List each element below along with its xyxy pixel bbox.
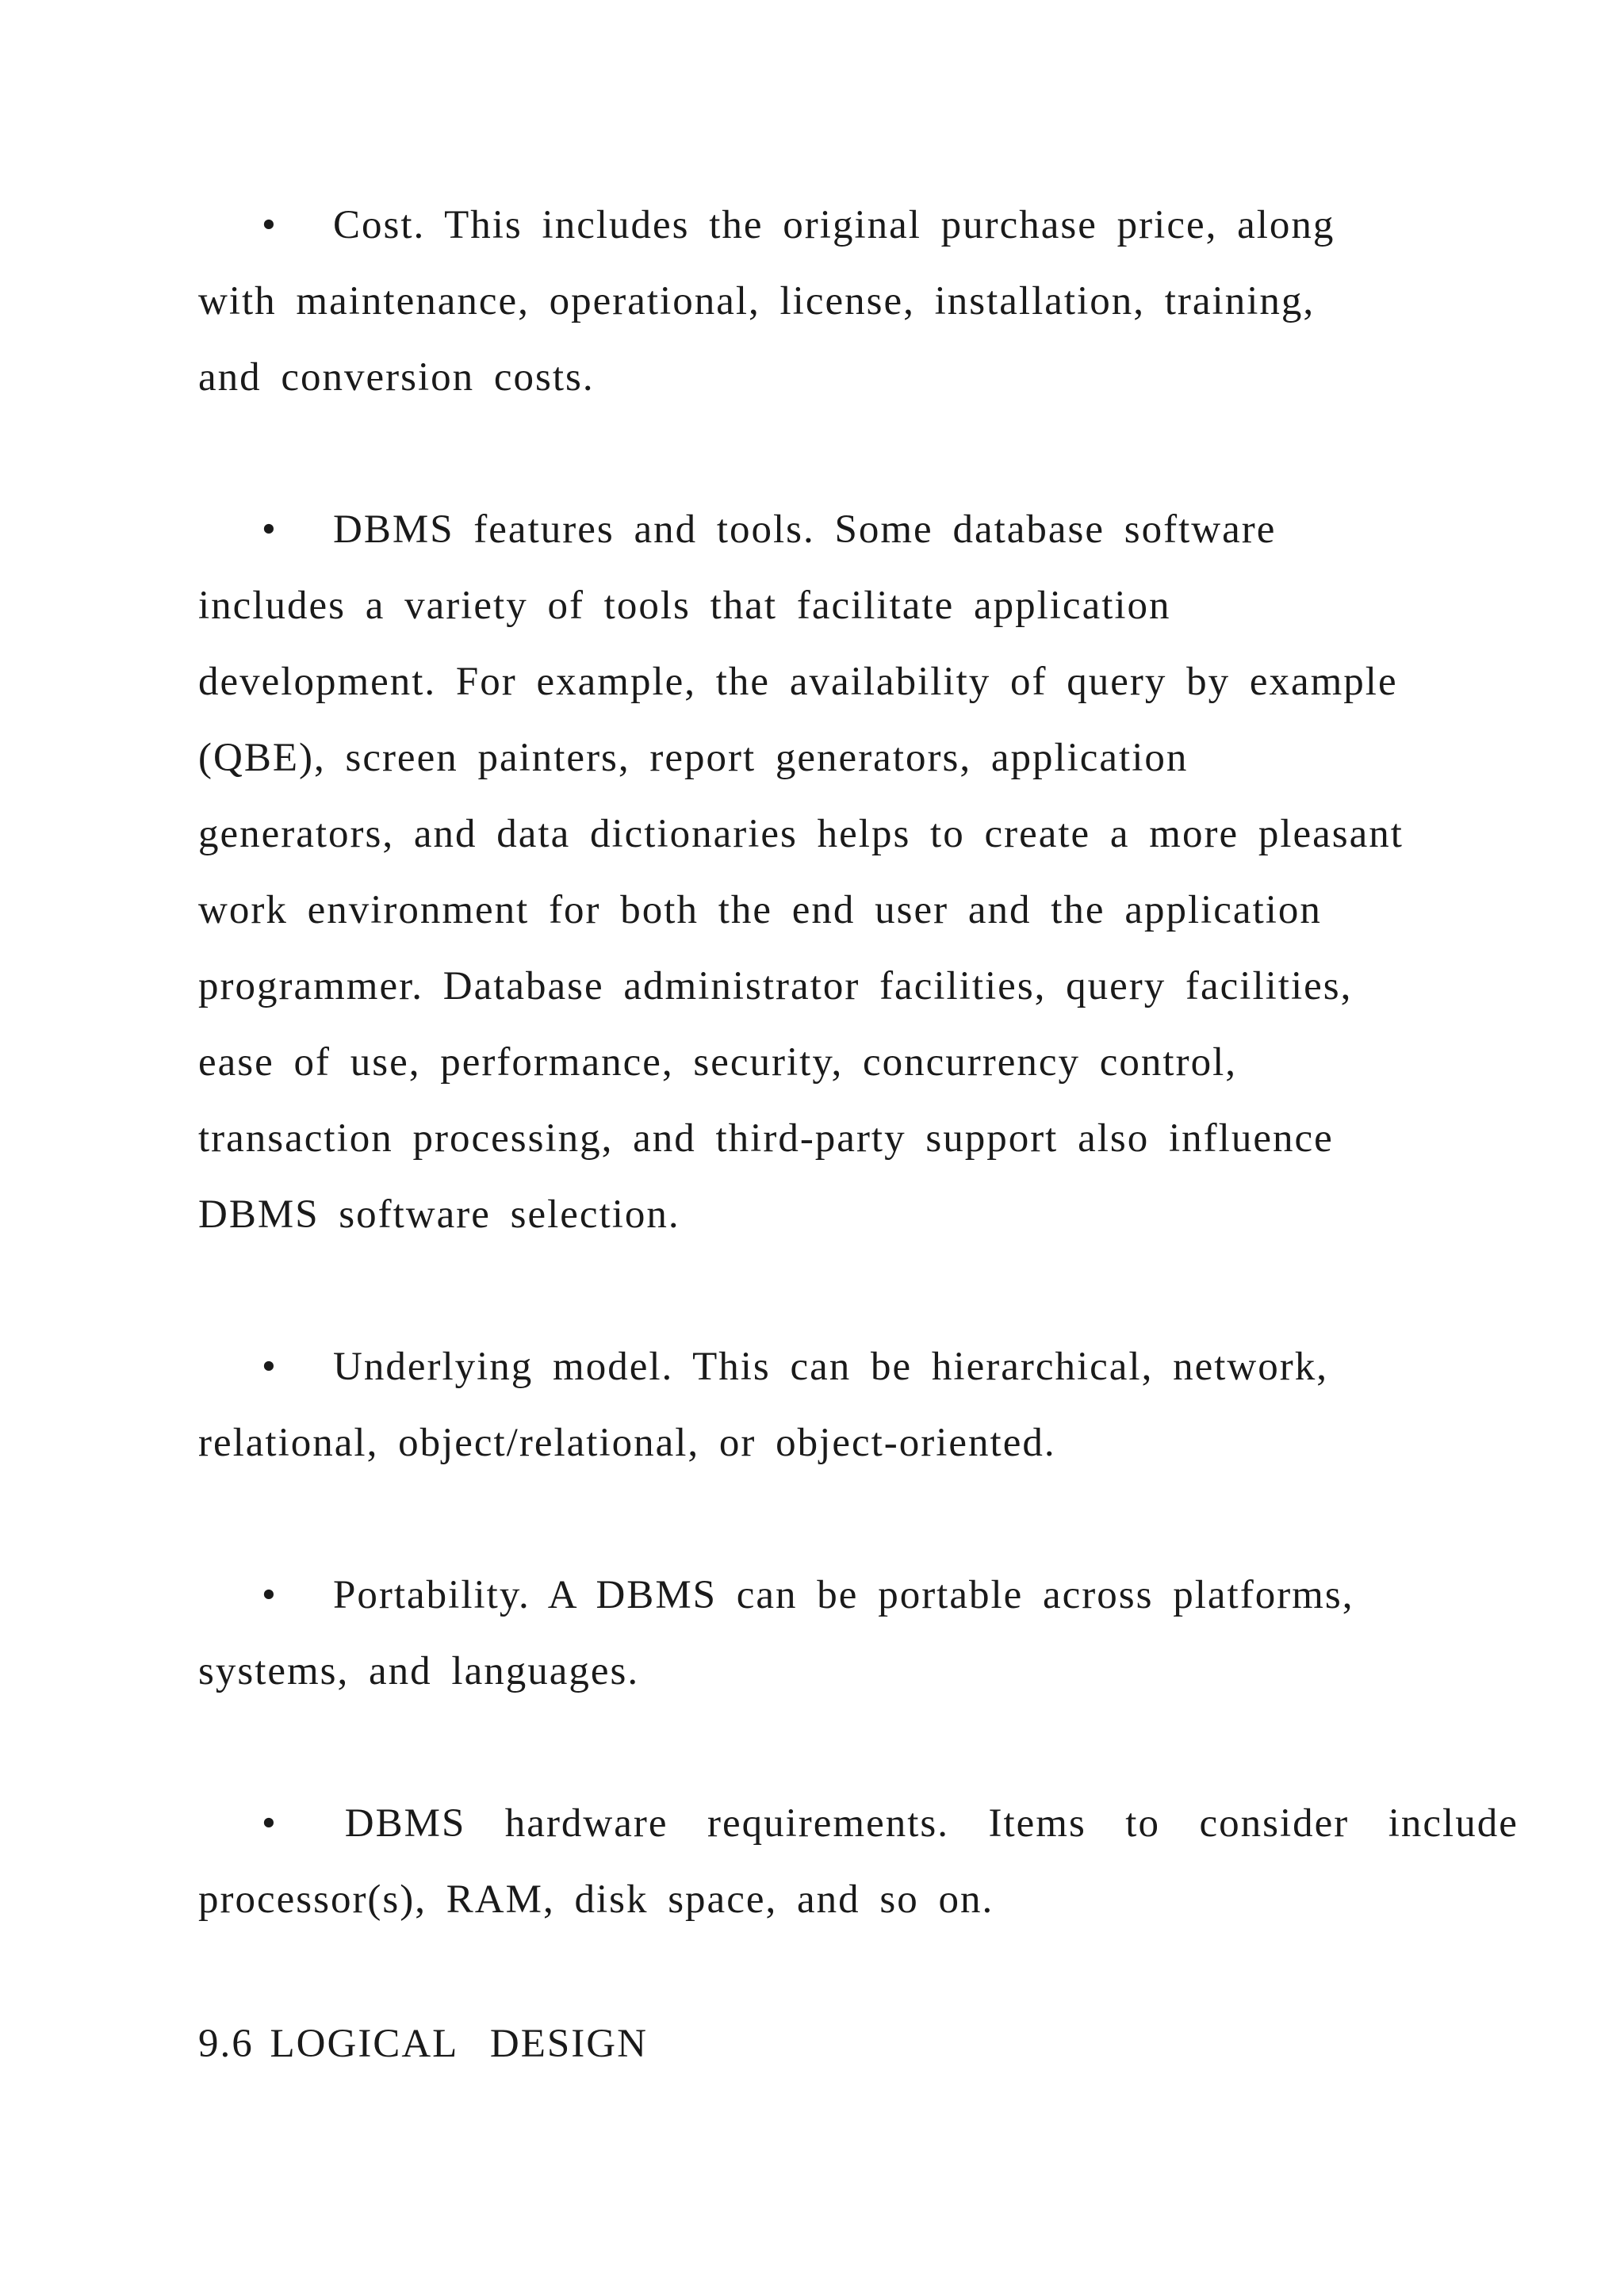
list-item-text: systems, and languages.: [198, 1649, 640, 1693]
list-item-text: DBMS hardware requirements. Items to consider include: [333, 1801, 1519, 1846]
list-item-text: generators, and data dictionaries helps to create a more pleasant: [198, 812, 1404, 856]
bullet-icon: •: [262, 1345, 278, 1389]
list-item-text: programmer. Database administrator facilities, query facilities,: [198, 964, 1353, 1008]
list-item-portability: [198, 1557, 1435, 1709]
list-item-hardware-requirements: [198, 1785, 1519, 1938]
list-item-dbms-features: [198, 492, 1435, 1253]
list-item-text: Portability. A DBMS can be portable across platforms,: [333, 1573, 1354, 1617]
list-item-text: processor(s), RAM, disk space, and so on.: [198, 1877, 994, 1922]
section-heading: 9.6 LOGICAL DESIGN: [198, 2022, 648, 2066]
bullet-icon: •: [262, 507, 278, 552]
list-item-first-line: [198, 187, 1435, 263]
bullet-icon: •: [262, 1801, 278, 1846]
list-item-text: (QBE), screen painters, report generators, application: [198, 736, 1189, 780]
list-item-text: development. For example, the availability of query by example: [198, 660, 1398, 704]
list-item-text: Cost. This includes the original purchase price, along: [333, 203, 1335, 247]
list-item-text: DBMS software selection.: [198, 1192, 680, 1237]
list-item-first-line: [198, 1557, 1435, 1633]
list-item-text: ease of use, performance, security, concurrency control,: [198, 1040, 1237, 1085]
list-item-text: with maintenance, operational, license, installation, training,: [198, 279, 1316, 323]
list-item-text: work environment for both the end user and the application: [198, 888, 1322, 932]
list-item-underlying-model: [198, 1329, 1435, 1481]
bullet-icon: •: [262, 203, 278, 247]
list-item-first-line: [198, 1785, 1519, 1862]
list-item-text: Underlying model. This can be hierarchical, network,: [333, 1345, 1328, 1389]
list-item-text: and conversion costs.: [198, 355, 595, 400]
document-page: [198, 187, 1519, 2082]
list-item-text: relational, object/relational, or object-oriented.: [198, 1421, 1056, 1465]
bullet-icon: •: [262, 1573, 278, 1617]
list-item-text: transaction processing, and third-party support also influence: [198, 1116, 1334, 1161]
list-item-text: includes a variety of tools that facilitate application: [198, 584, 1171, 628]
list-item-text: DBMS features and tools. Some database software: [333, 507, 1277, 552]
list-item-first-line: [198, 492, 1435, 568]
list-item-cost: [198, 187, 1435, 415]
list-item-first-line: [198, 1329, 1435, 1405]
